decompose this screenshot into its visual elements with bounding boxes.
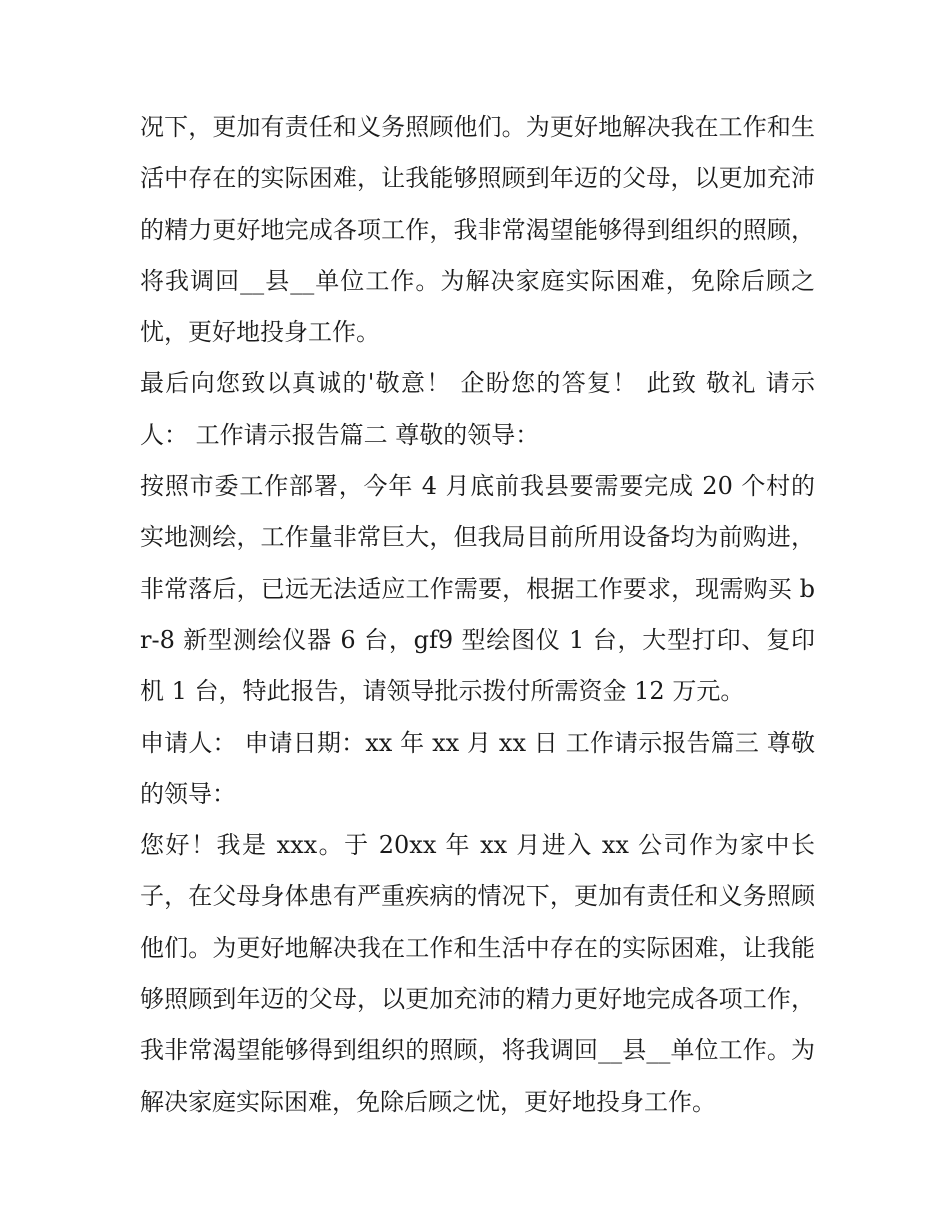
paragraph-3: 按照市委工作部署，今年 4 月底前我县要需要完成 20 个村的实地测绘，工作量非常巨大，但我局目前所用设备均为前购进，非常落后，已远无法适应工作需要，根据工作要求，现需购买 br-8 新型测绘仪器 6 台，gf9 型绘图仪 1 台，大型打印、复印机 1 台，特此报告，请领导批示拨付所需资金 12 万元。 (140, 472, 815, 706)
paragraph-2: 最后向您致以真诚的'敬意！ 企盼您的答复！ 此致 敬礼 请示人： 工作请示报告篇二 尊敬的领导： (140, 369, 815, 449)
document-body (140, 102, 815, 1128)
paragraph-1: 况下，更加有责任和义务照顾他们。为更好地解决我在工作和生活中存在的实际困难，让我能够照顾到年迈的父母，以更加充沛的精力更好地完成各项工作，我非常渴望能够得到组织的照顾，将我调回__县__单位工作。为解决家庭实际困难，免除后顾之忧，更好地投身工作。 (140, 113, 815, 347)
paragraph-4: 申请人： 申请日期：xx 年 xx 月 xx 日 工作请示报告篇三 尊敬的领导： (140, 728, 815, 808)
paragraph-5: 您好！我是 xxx。于 20xx 年 xx 月进入 xx 公司作为家中长子，在父母身体患有严重疾病的情况下，更加有责任和义务照顾他们。为更好地解决我在工作和生活中存在的实际困难，让我能够照顾到年迈的父母，以更加充沛的精力更好地完成各项工作，我非常渴望能够得到组织的照顾，将我调回__县__单位工作。为解决家庭实际困难，免除后顾之忧，更好地投身工作。 (140, 831, 815, 1116)
